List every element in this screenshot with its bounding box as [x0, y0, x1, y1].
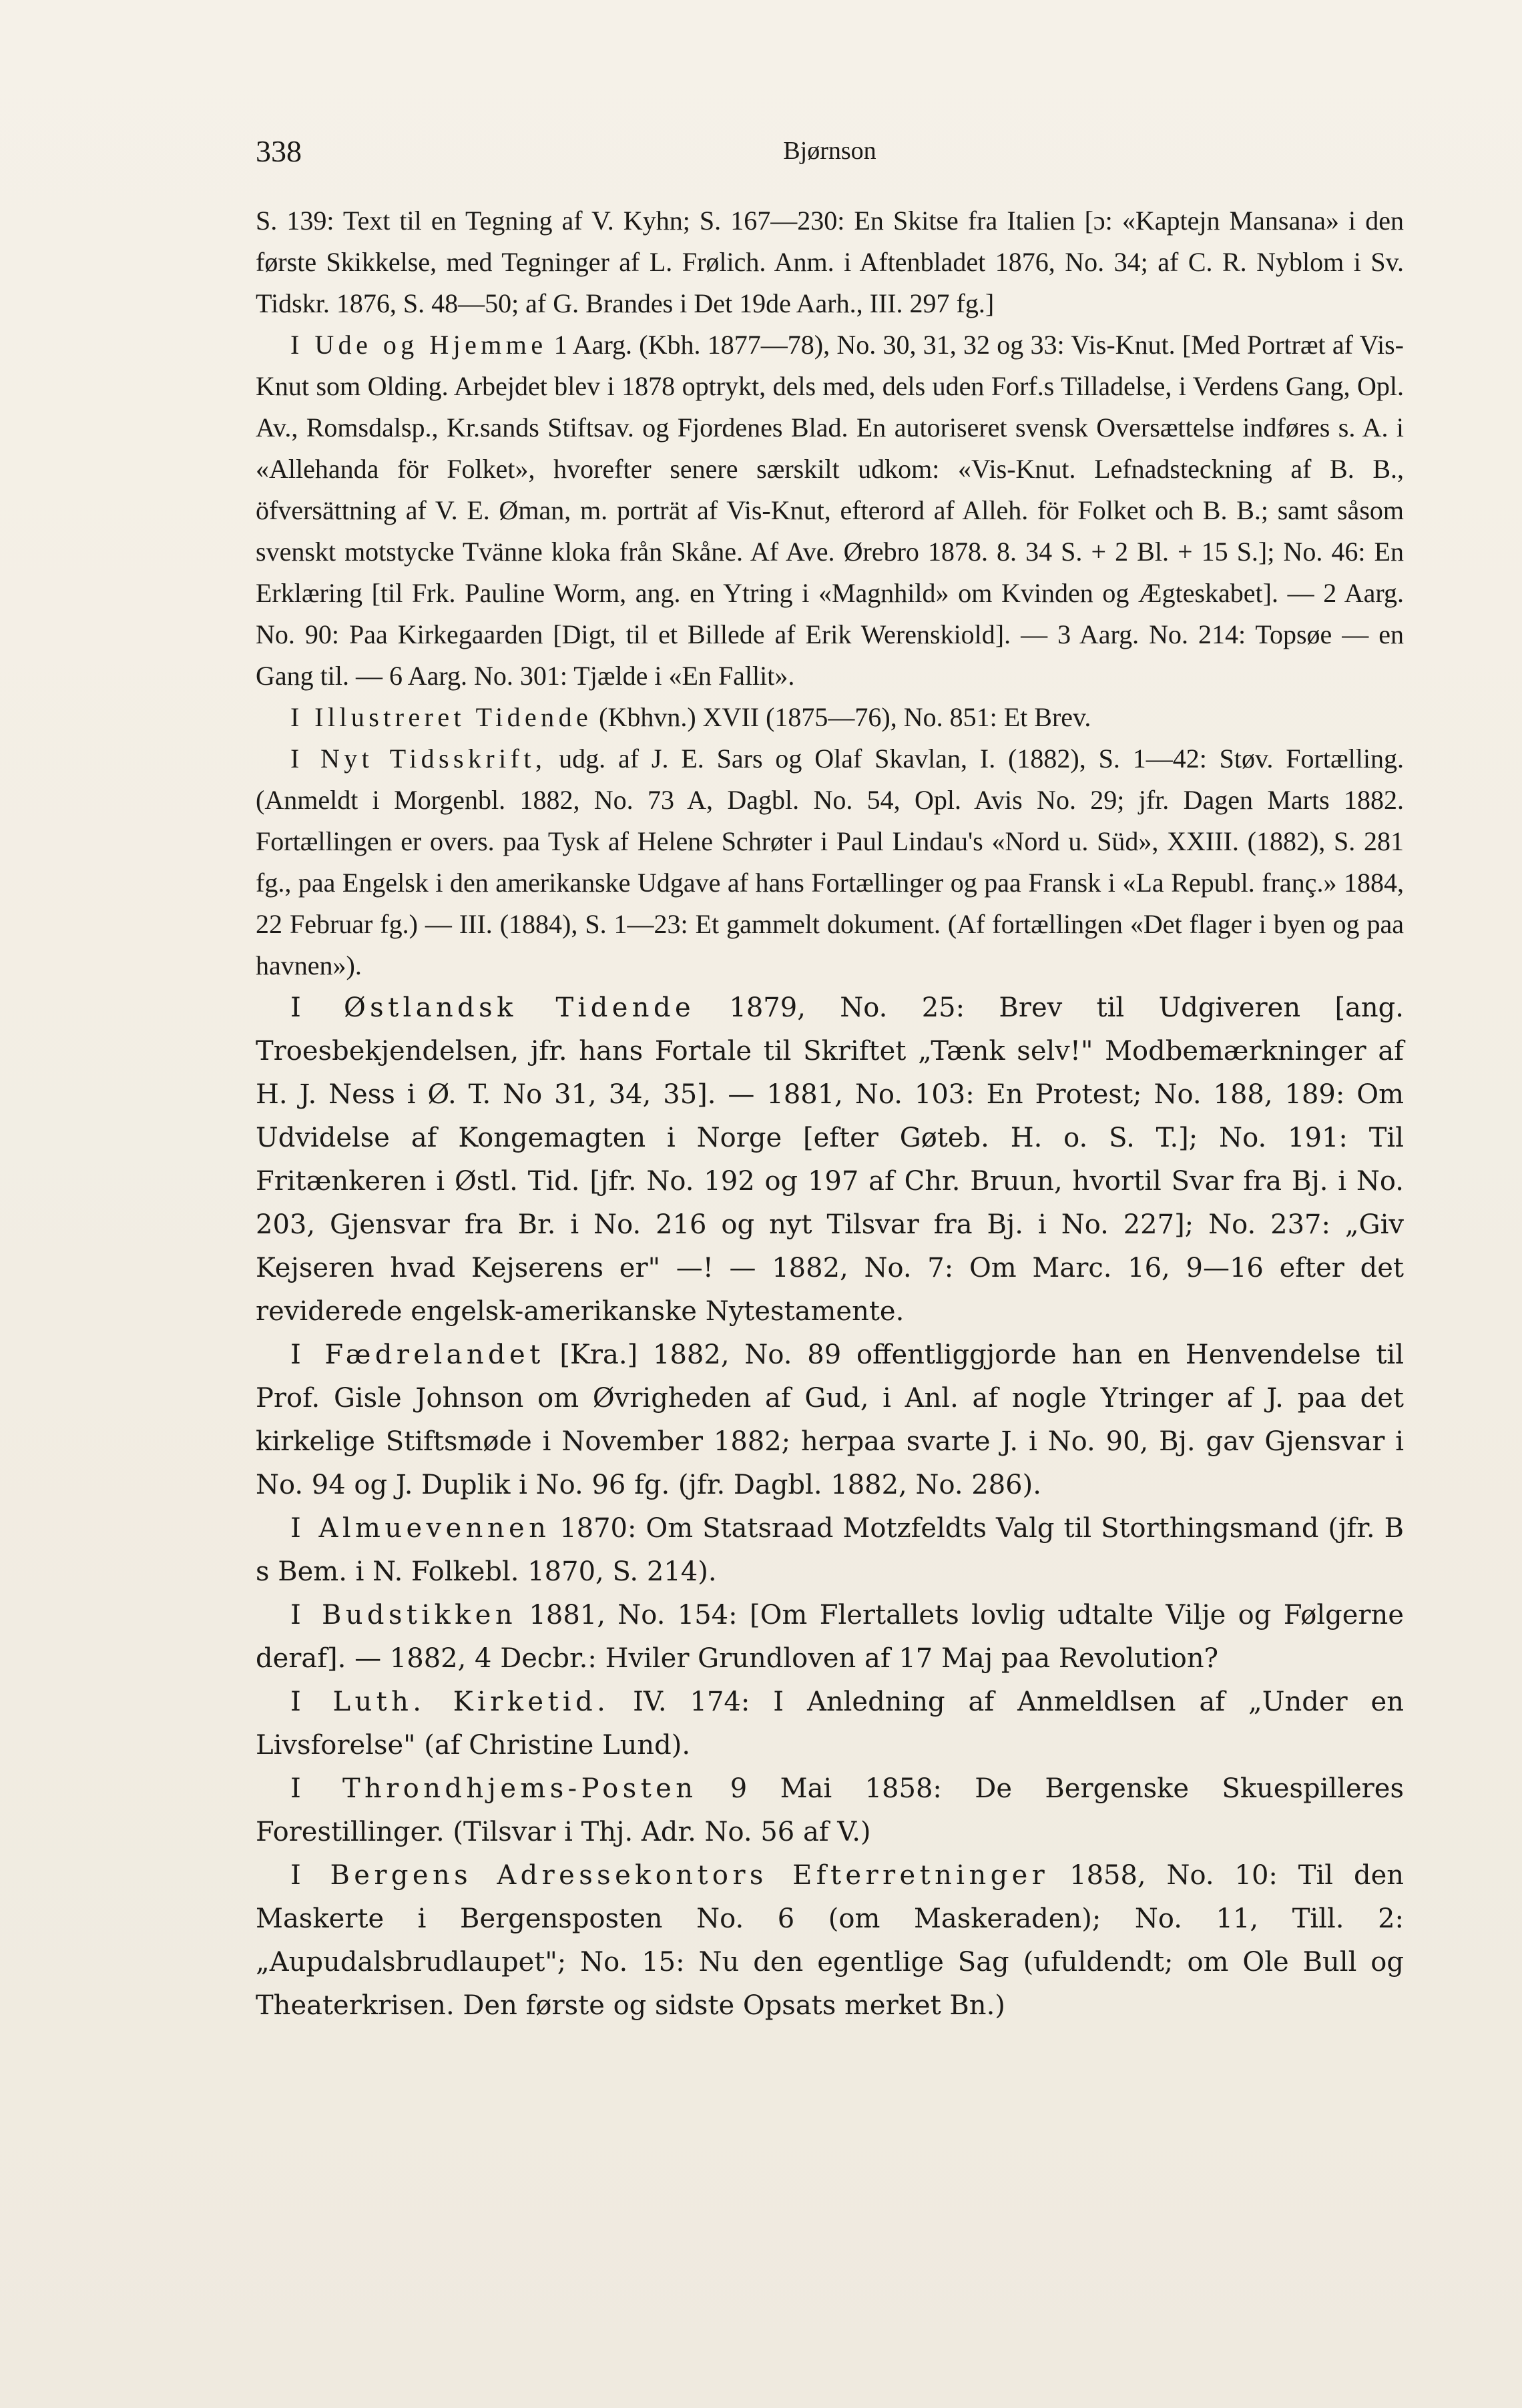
entry-lead: I Illustreret Tidende — [290, 702, 593, 732]
entry-lead: I Østlandsk Tidende — [290, 992, 696, 1023]
entry-text: 9 Mai 1858: De Bergenske Skuespilleres Forestillinger. (Tilsvar i Thj. Adr. No. 56 af V.) — [256, 1773, 1405, 1847]
entry-bergens-adressekontor — [256, 1854, 1404, 2028]
entry-text: 1870: Om Statsraad Motzfeldts Valg til Storthingsmand (jfr. B s Bem. i N. Folkebl. 1870, S. 214). — [256, 1513, 1404, 1587]
page-number: 338 — [256, 134, 302, 168]
entry-lead: I Bergens Adressekontors Efterretninger — [290, 1860, 1049, 1891]
entry-lead: I Throndhjems-Posten — [290, 1773, 698, 1804]
entry-illustreret-tidende — [256, 697, 1404, 738]
entry-text: 1879, No. 25: Brev til Udgiveren [ang. Troesbekjendelsen, jfr. hans Fortale til Skriftet „Tænk selv!" Modbemærkninger af H. J. Ness i Ø. T. No 31, 34, 35]. — 1881, No. 103: En Protest; No. 188, 189: Om Udvidelse af Kongemagten i Norge [efter Gøteb. H. o. S. T.]; No. 191: Til Fritænkeren i Østl. Tid. [jfr. No. 192 og 197 af Chr. Bruun, hvortil Svar fra Bj. i No. 203, Gjensvar fra Br. i No. 216 og nyt Tilsvar fra Bj. i No. 227]; No. 237: „Giv Kejseren hvad Kejserens er" —! — 1882, No. 7: Om Marc. 16, 9—16 efter det reviderede engelsk-amerikanske Nytestamente. — [256, 992, 1404, 1327]
entry-text: udg. af J. E. Sars og Olaf Skavlan, I. (1882), S. 1—42: Støv. Fortælling. (Anmeldt i Morgenbl. 1882, No. 73 A, Dagbl. No. 54, Opl. Avis No. 29; jfr. Dagen Marts 1882. Fortællingen er overs. paa Tysk af Helene Schrøter i Paul Lindau's «Nord u. Süd», XXIII. (1882), S. 281 fg., paa Engelsk i den amerikanske Udgave af hans Fortællinger og paa Fransk i «La Republ. franç.» 1884, 22 Februar fg.) — III. (1884), S. 1—23: Et gammelt dokument. (Af fortællingen «Det flager i byen og paa havnen»). — [256, 743, 1404, 980]
entry-text: 1858, No. 10: Til den Maskerte i Bergensposten No. 6 (om Maskeraden); No. 11, Till. 2: „Aupudalsbrudlaupet"; No. 15: Nu den egentlige Sag (ufuldendt; om Ole Bull og Theaterkrisen. Den første og sidste Opsats merket Bn.) — [256, 1860, 1405, 2021]
paragraph-text: S. 139: Text til en Tegning af V. Kyhn; S. 167—230: En Skitse fra Italien [ɔ: «Kaptejn Mansana» i den første Skikkelse, med Tegninger af L. Frølich. Anm. i Aftenbladet 1876, No. 34; af C. R. Nyblom i Sv. Tidskr. 1876, S. 48—50; af G. Brandes i Det 19de Aarh., III. 297 fg.] — [256, 206, 1404, 318]
entry-text: (Kbhvn.) XVII (1875—76), No. 851: Et Brev. — [592, 702, 1091, 732]
entry-luth-kirketid — [256, 1681, 1404, 1767]
entry-text: [Kra.] 1882, No. 89 offentliggjorde han en Henvendelse til Prof. Gisle Johnson om Øvrigheden af Gud, i Anl. af nogle Ytringer af J. paa det kirkelige Stiftsmøde i November 1882; herpaa svarte J. i No. 90, Bj. gav Gjensvar i No. 94 og J. Duplik i No. 96 fg. (jfr. Dagbl. 1882, No. 286). — [256, 1339, 1404, 1500]
entry-budstikken — [256, 1594, 1404, 1681]
entry-ostlandsk-tidende — [256, 986, 1404, 1333]
entry-lead: I Fædrelandet — [290, 1339, 545, 1370]
entry-nyt-tidsskrift — [256, 738, 1404, 986]
running-head: Bjørnson — [783, 137, 876, 165]
entry-lead: I Almuevennen — [290, 1513, 551, 1544]
entry-text: 1881, No. 154: [Om Flertallets lovlig udtalte Vilje og Følgerne deraf]. — 1882, 4 Decbr.: Hviler Grundloven af 17 Maj paa Revolution? — [256, 1600, 1404, 1674]
entry-throndhjems-posten — [256, 1767, 1404, 1854]
paragraph-continuation — [256, 200, 1404, 324]
page-header — [256, 133, 1404, 174]
entry-lead: I Luth. Kirketid. — [290, 1687, 610, 1717]
entry-lead: I Budstikken — [290, 1600, 517, 1630]
bibliography-text — [256, 200, 1404, 2028]
entry-lead: I Ude og Hjemme — [290, 330, 547, 360]
entry-lead: I Nyt Tidsskrift, — [290, 743, 547, 774]
entry-faedrelandet — [256, 1333, 1404, 1507]
entry-text: IV. 174: I Anledning af Anmeldlsen af „Under en Livsforelse" (af Christine Lund). — [256, 1687, 1404, 1761]
entry-text: 1 Aarg. (Kbh. 1877—78), No. 30, 31, 32 og 33: Vis-Knut. [Med Portræt af Vis-Knut som Olding. Arbejdet blev i 1878 optrykt, dels med, dels uden Forf.s Tilladelse, i Verdens Gang, Opl. Av., Romsdalsp., Kr.sands Stiftsav. og Fjordenes Blad. En autoriseret svensk Oversættelse indføres s. A. i «Allehanda för Folket», hvorefter senere særskilt udkom: «Vis-Knut. Lefnadsteckning af B. B., öfversättning af V. E. Øman, m. porträt af Vis-Knut, efterord af Alleh. för Folket och B. B.; samt såsom svenskt motstycke Tvänne kloka från Skåne. Af Ave. Ørebro 1878. 8. 34 S. + 2 Bl. + 15 S.]; No. 46: En Erklæring [til Frk. Pauline Worm, ang. en Ytring i «Magnhild» om Kvinden og Ægteskabet]. — 2 Aarg. No. 90: Paa Kirkegaarden [Digt, til et Billede af Erik Werenskiold]. — 3 Aarg. No. 214: Topsøe — en Gang til. — 6 Aarg. No. 301: Tjælde i «En Fallit». — [256, 330, 1404, 691]
entry-almuevennen — [256, 1507, 1404, 1594]
entry-ude-og-hjemme — [256, 324, 1404, 697]
